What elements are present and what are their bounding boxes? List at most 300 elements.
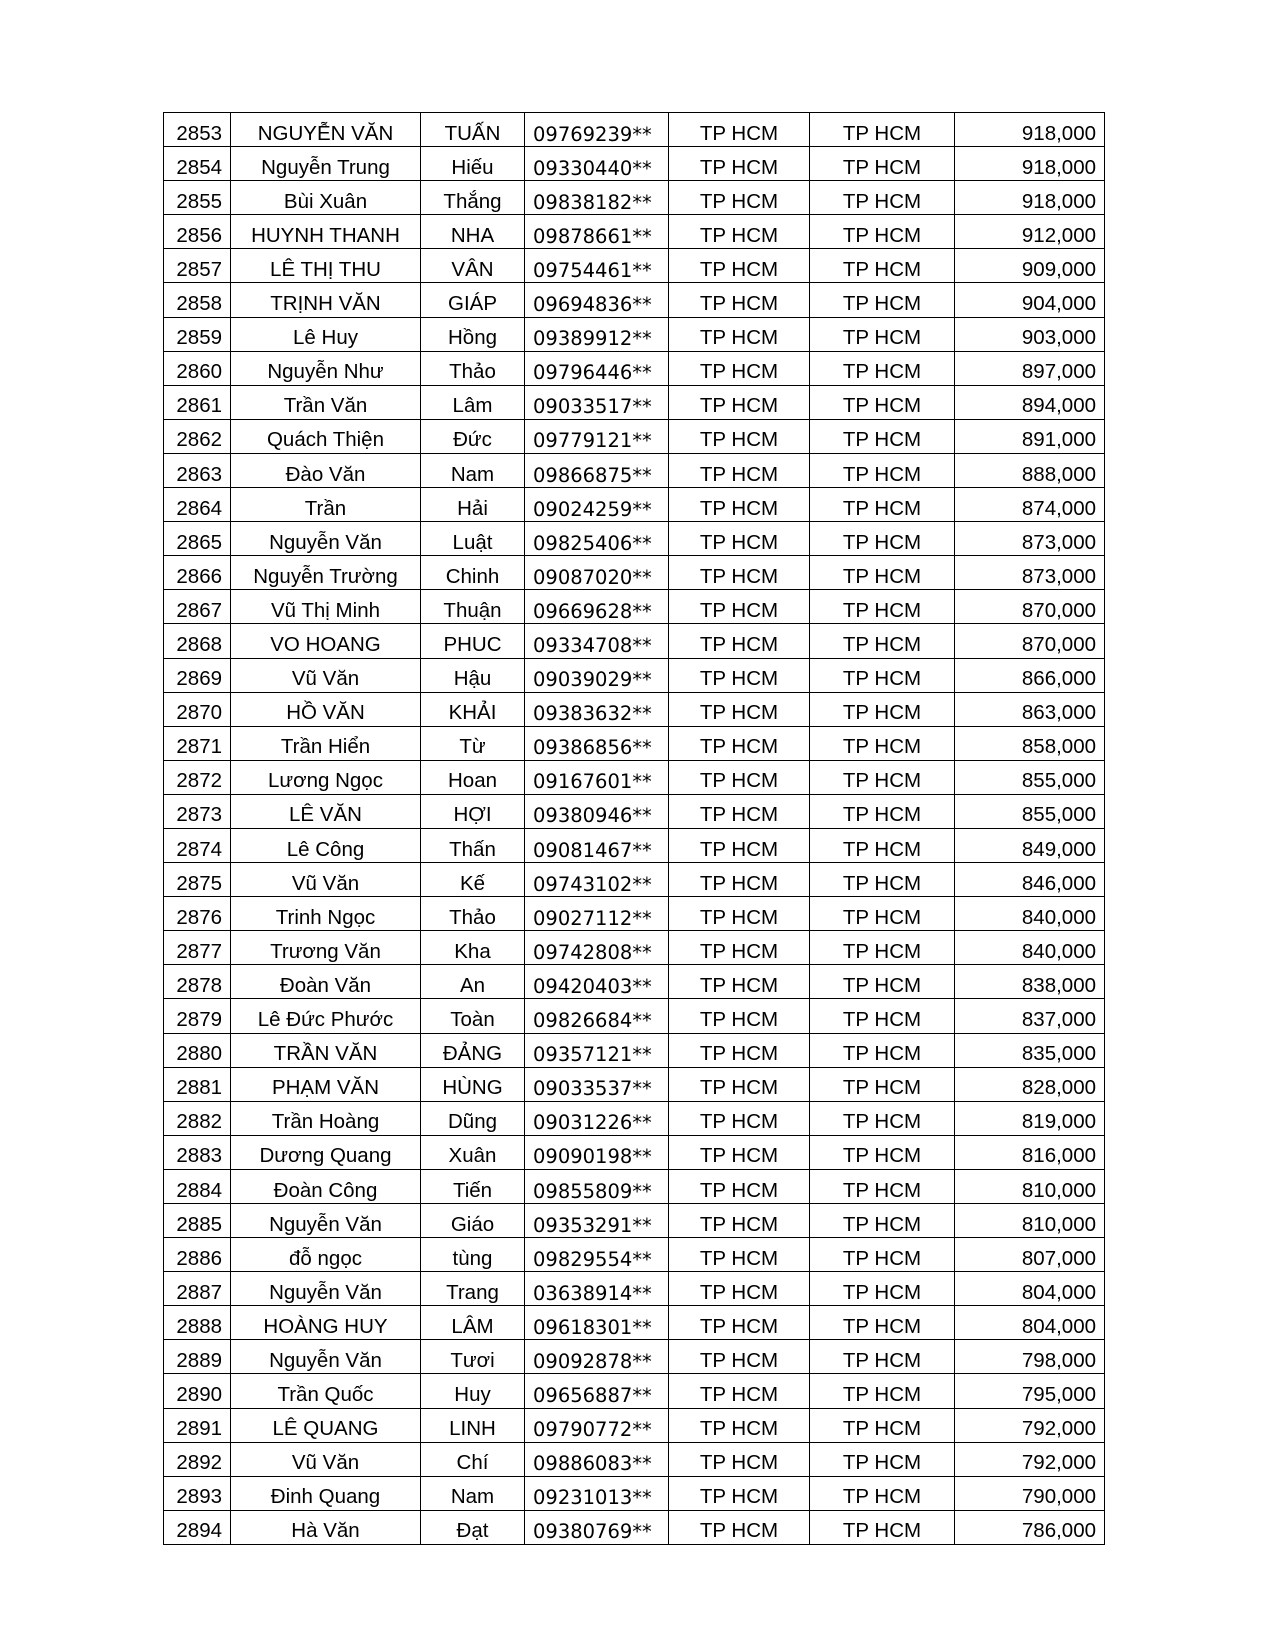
row-number: 2888 [164, 1306, 231, 1340]
surname-cell: Nguyễn Văn [231, 1204, 421, 1238]
surname-cell: Trần Hoàng [231, 1101, 421, 1135]
surname-cell: Dương Quang [231, 1135, 421, 1169]
surname-cell: Vũ Thị Minh [231, 590, 421, 624]
row-number: 2880 [164, 1033, 231, 1067]
row-number: 2877 [164, 931, 231, 965]
phone-cell: 09167601** [525, 760, 669, 794]
phone-cell: 09826684** [525, 999, 669, 1033]
province-cell: TP HCM [810, 590, 955, 624]
phone-cell: 09334708** [525, 624, 669, 658]
phone-cell: 09838182** [525, 181, 669, 215]
city-cell: TP HCM [669, 863, 810, 897]
city-cell: TP HCM [669, 317, 810, 351]
city-cell: TP HCM [669, 1204, 810, 1238]
province-cell: TP HCM [810, 794, 955, 828]
province-cell: TP HCM [810, 1374, 955, 1408]
row-number: 2878 [164, 965, 231, 999]
given-name-cell: Lâm [421, 385, 525, 419]
surname-cell: Vũ Văn [231, 863, 421, 897]
city-cell: TP HCM [669, 1306, 810, 1340]
row-number: 2862 [164, 419, 231, 453]
table-row [164, 828, 1105, 862]
surname-cell: Vũ Văn [231, 1442, 421, 1476]
amount-cell: 918,000 [955, 113, 1105, 147]
given-name-cell: An [421, 965, 525, 999]
city-cell: TP HCM [669, 1169, 810, 1203]
amount-cell: 819,000 [955, 1101, 1105, 1135]
given-name-cell: Thấn [421, 828, 525, 862]
city-cell: TP HCM [669, 965, 810, 999]
city-cell: TP HCM [669, 1374, 810, 1408]
row-number: 2887 [164, 1272, 231, 1306]
given-name-cell: Trang [421, 1272, 525, 1306]
province-cell: TP HCM [810, 556, 955, 590]
province-cell: TP HCM [810, 1476, 955, 1510]
province-cell: TP HCM [810, 147, 955, 181]
amount-cell: 866,000 [955, 658, 1105, 692]
phone-cell: 09742808** [525, 931, 669, 965]
surname-cell: Nguyễn Văn [231, 522, 421, 556]
surname-cell: Quách Thiện [231, 419, 421, 453]
phone-cell: 09866875** [525, 453, 669, 487]
given-name-cell: Tiến [421, 1169, 525, 1203]
given-name-cell: HÙNG [421, 1067, 525, 1101]
row-number: 2881 [164, 1067, 231, 1101]
table-row [164, 419, 1105, 453]
surname-cell: Trần Hiển [231, 726, 421, 760]
province-cell: TP HCM [810, 249, 955, 283]
given-name-cell: Nam [421, 1476, 525, 1510]
province-cell: TP HCM [810, 726, 955, 760]
phone-cell: 09389912** [525, 317, 669, 351]
amount-cell: 855,000 [955, 760, 1105, 794]
city-cell: TP HCM [669, 1340, 810, 1374]
province-cell: TP HCM [810, 419, 955, 453]
table-row [164, 1101, 1105, 1135]
given-name-cell: LÂM [421, 1306, 525, 1340]
phone-cell: 09033517** [525, 385, 669, 419]
table-row [164, 1067, 1105, 1101]
phone-cell: 09796446** [525, 351, 669, 385]
city-cell: TP HCM [669, 1408, 810, 1442]
city-cell: TP HCM [669, 624, 810, 658]
row-number: 2890 [164, 1374, 231, 1408]
city-cell: TP HCM [669, 931, 810, 965]
row-number: 2874 [164, 828, 231, 862]
given-name-cell: GIÁP [421, 283, 525, 317]
row-number: 2894 [164, 1510, 231, 1544]
phone-cell: 09353291** [525, 1204, 669, 1238]
table-row [164, 1204, 1105, 1238]
city-cell: TP HCM [669, 385, 810, 419]
province-cell: TP HCM [810, 453, 955, 487]
given-name-cell: Huy [421, 1374, 525, 1408]
row-number: 2892 [164, 1442, 231, 1476]
given-name-cell: Hiếu [421, 147, 525, 181]
given-name-cell: Nam [421, 453, 525, 487]
amount-cell: 795,000 [955, 1374, 1105, 1408]
city-cell: TP HCM [669, 453, 810, 487]
amount-cell: 837,000 [955, 999, 1105, 1033]
table-row [164, 760, 1105, 794]
phone-cell: 09855809** [525, 1169, 669, 1203]
surname-cell: Lê Huy [231, 317, 421, 351]
given-name-cell: Dũng [421, 1101, 525, 1135]
province-cell: TP HCM [810, 1238, 955, 1272]
city-cell: TP HCM [669, 522, 810, 556]
amount-cell: 786,000 [955, 1510, 1105, 1544]
row-number: 2867 [164, 590, 231, 624]
table-row [164, 1510, 1105, 1544]
province-cell: TP HCM [810, 1510, 955, 1544]
given-name-cell: VÂN [421, 249, 525, 283]
table-row [164, 249, 1105, 283]
given-name-cell: Kha [421, 931, 525, 965]
row-number: 2859 [164, 317, 231, 351]
city-cell: TP HCM [669, 1272, 810, 1306]
surname-cell: Đoàn Công [231, 1169, 421, 1203]
city-cell: TP HCM [669, 1135, 810, 1169]
surname-cell: Đinh Quang [231, 1476, 421, 1510]
amount-cell: 840,000 [955, 897, 1105, 931]
city-cell: TP HCM [669, 181, 810, 215]
province-cell: TP HCM [810, 1306, 955, 1340]
amount-cell: 804,000 [955, 1272, 1105, 1306]
table-row [164, 931, 1105, 965]
given-name-cell: NHA [421, 215, 525, 249]
row-number: 2868 [164, 624, 231, 658]
amount-cell: 858,000 [955, 726, 1105, 760]
table-row [164, 590, 1105, 624]
phone-cell: 09033537** [525, 1067, 669, 1101]
amount-cell: 807,000 [955, 1238, 1105, 1272]
table-row [164, 385, 1105, 419]
table-row [164, 897, 1105, 931]
phone-cell: 09656887** [525, 1374, 669, 1408]
given-name-cell: Thuận [421, 590, 525, 624]
table-row [164, 1340, 1105, 1374]
table-row [164, 351, 1105, 385]
phone-cell: 09031226** [525, 1101, 669, 1135]
amount-cell: 798,000 [955, 1340, 1105, 1374]
surname-cell: Đào Văn [231, 453, 421, 487]
table-row [164, 1306, 1105, 1340]
province-cell: TP HCM [810, 863, 955, 897]
amount-cell: 835,000 [955, 1033, 1105, 1067]
phone-cell: 09087020** [525, 556, 669, 590]
phone-cell: 03638914** [525, 1272, 669, 1306]
city-cell: TP HCM [669, 760, 810, 794]
given-name-cell: HỢI [421, 794, 525, 828]
row-number: 2879 [164, 999, 231, 1033]
province-cell: TP HCM [810, 113, 955, 147]
row-number: 2855 [164, 181, 231, 215]
city-cell: TP HCM [669, 1033, 810, 1067]
table-row [164, 1238, 1105, 1272]
province-cell: TP HCM [810, 1169, 955, 1203]
province-cell: TP HCM [810, 1135, 955, 1169]
row-number: 2865 [164, 522, 231, 556]
province-cell: TP HCM [810, 1340, 955, 1374]
surname-cell: Nguyễn Văn [231, 1340, 421, 1374]
province-cell: TP HCM [810, 522, 955, 556]
table-row [164, 1442, 1105, 1476]
amount-cell: 863,000 [955, 692, 1105, 726]
row-number: 2882 [164, 1101, 231, 1135]
row-number: 2875 [164, 863, 231, 897]
amount-cell: 918,000 [955, 147, 1105, 181]
row-number: 2854 [164, 147, 231, 181]
city-cell: TP HCM [669, 999, 810, 1033]
amount-cell: 870,000 [955, 590, 1105, 624]
table-row [164, 113, 1105, 147]
given-name-cell: Chinh [421, 556, 525, 590]
given-name-cell: Chí [421, 1442, 525, 1476]
given-name-cell: KHẢI [421, 692, 525, 726]
given-name-cell: Hải [421, 488, 525, 522]
phone-cell: 09825406** [525, 522, 669, 556]
province-cell: TP HCM [810, 488, 955, 522]
amount-cell: 792,000 [955, 1408, 1105, 1442]
row-number: 2861 [164, 385, 231, 419]
surname-cell: Nguyễn Như [231, 351, 421, 385]
city-cell: TP HCM [669, 113, 810, 147]
city-cell: TP HCM [669, 1101, 810, 1135]
row-number: 2860 [164, 351, 231, 385]
phone-cell: 09039029** [525, 658, 669, 692]
table-row [164, 1408, 1105, 1442]
row-number: 2858 [164, 283, 231, 317]
surname-cell: NGUYỄN VĂN [231, 113, 421, 147]
province-cell: TP HCM [810, 931, 955, 965]
given-name-cell: TUẤN [421, 113, 525, 147]
surname-cell: Lê Công [231, 828, 421, 862]
given-name-cell: tùng [421, 1238, 525, 1272]
row-number: 2876 [164, 897, 231, 931]
table-row [164, 147, 1105, 181]
surname-cell: Bùi Xuân [231, 181, 421, 215]
row-number: 2863 [164, 453, 231, 487]
phone-cell: 09754461** [525, 249, 669, 283]
given-name-cell: Giáo [421, 1204, 525, 1238]
city-cell: TP HCM [669, 147, 810, 181]
table-row [164, 488, 1105, 522]
city-cell: TP HCM [669, 692, 810, 726]
city-cell: TP HCM [669, 351, 810, 385]
amount-cell: 909,000 [955, 249, 1105, 283]
row-number: 2886 [164, 1238, 231, 1272]
province-cell: TP HCM [810, 181, 955, 215]
province-cell: TP HCM [810, 1272, 955, 1306]
table-row [164, 1135, 1105, 1169]
amount-cell: 840,000 [955, 931, 1105, 965]
surname-cell: Trần [231, 488, 421, 522]
amount-cell: 828,000 [955, 1067, 1105, 1101]
row-number: 2873 [164, 794, 231, 828]
row-number: 2853 [164, 113, 231, 147]
given-name-cell: Đạt [421, 1510, 525, 1544]
row-number: 2884 [164, 1169, 231, 1203]
phone-cell: 09743102** [525, 863, 669, 897]
province-cell: TP HCM [810, 283, 955, 317]
row-number: 2856 [164, 215, 231, 249]
province-cell: TP HCM [810, 1442, 955, 1476]
phone-cell: 09081467** [525, 828, 669, 862]
phone-cell: 09027112** [525, 897, 669, 931]
table-row [164, 1272, 1105, 1306]
city-cell: TP HCM [669, 1238, 810, 1272]
phone-cell: 09090198** [525, 1135, 669, 1169]
row-number: 2885 [164, 1204, 231, 1238]
phone-cell: 09669628** [525, 590, 669, 624]
phone-cell: 09769239** [525, 113, 669, 147]
surname-cell: đỗ ngọc [231, 1238, 421, 1272]
table-row [164, 624, 1105, 658]
table-row [164, 317, 1105, 351]
row-number: 2891 [164, 1408, 231, 1442]
surname-cell: Hà Văn [231, 1510, 421, 1544]
amount-cell: 873,000 [955, 556, 1105, 590]
table-row [164, 453, 1105, 487]
table-row [164, 794, 1105, 828]
amount-cell: 903,000 [955, 317, 1105, 351]
phone-cell: 09618301** [525, 1306, 669, 1340]
table-row [164, 1374, 1105, 1408]
given-name-cell: ĐẢNG [421, 1033, 525, 1067]
city-cell: TP HCM [669, 828, 810, 862]
city-cell: TP HCM [669, 249, 810, 283]
amount-cell: 792,000 [955, 1442, 1105, 1476]
surname-cell: VO HOANG [231, 624, 421, 658]
province-cell: TP HCM [810, 1204, 955, 1238]
phone-cell: 09024259** [525, 488, 669, 522]
amount-cell: 816,000 [955, 1135, 1105, 1169]
province-cell: TP HCM [810, 1408, 955, 1442]
table-row [164, 965, 1105, 999]
given-name-cell: Kế [421, 863, 525, 897]
amount-cell: 804,000 [955, 1306, 1105, 1340]
surname-cell: TRỊNH VĂN [231, 283, 421, 317]
province-cell: TP HCM [810, 897, 955, 931]
row-number: 2864 [164, 488, 231, 522]
table-row [164, 692, 1105, 726]
city-cell: TP HCM [669, 590, 810, 624]
province-cell: TP HCM [810, 965, 955, 999]
city-cell: TP HCM [669, 488, 810, 522]
surname-cell: LÊ VĂN [231, 794, 421, 828]
table-row [164, 658, 1105, 692]
surname-cell: Đoàn Văn [231, 965, 421, 999]
given-name-cell: PHUC [421, 624, 525, 658]
given-name-cell: Toàn [421, 999, 525, 1033]
surname-cell: Trinh Ngọc [231, 897, 421, 931]
table-row [164, 215, 1105, 249]
province-cell: TP HCM [810, 760, 955, 794]
given-name-cell: Tươi [421, 1340, 525, 1374]
amount-cell: 855,000 [955, 794, 1105, 828]
surname-cell: Trương Văn [231, 931, 421, 965]
prize-list-table [163, 112, 1105, 1545]
surname-cell: HOÀNG HUY [231, 1306, 421, 1340]
given-name-cell: Thắng [421, 181, 525, 215]
phone-cell: 09790772** [525, 1408, 669, 1442]
city-cell: TP HCM [669, 215, 810, 249]
amount-cell: 897,000 [955, 351, 1105, 385]
surname-cell: PHẠM VĂN [231, 1067, 421, 1101]
table-row [164, 1033, 1105, 1067]
phone-cell: 09231013** [525, 1476, 669, 1510]
surname-cell: HỒ VĂN [231, 692, 421, 726]
table-row [164, 181, 1105, 215]
table-row [164, 556, 1105, 590]
surname-cell: Nguyễn Trung [231, 147, 421, 181]
surname-cell: Trần Quốc [231, 1374, 421, 1408]
phone-cell: 09779121** [525, 419, 669, 453]
row-number: 2883 [164, 1135, 231, 1169]
phone-cell: 09383632** [525, 692, 669, 726]
province-cell: TP HCM [810, 1033, 955, 1067]
province-cell: TP HCM [810, 1101, 955, 1135]
row-number: 2870 [164, 692, 231, 726]
table-row [164, 999, 1105, 1033]
province-cell: TP HCM [810, 828, 955, 862]
surname-cell: Lương Ngọc [231, 760, 421, 794]
amount-cell: 912,000 [955, 215, 1105, 249]
phone-cell: 09420403** [525, 965, 669, 999]
surname-cell: Nguyễn Văn [231, 1272, 421, 1306]
table-row [164, 726, 1105, 760]
city-cell: TP HCM [669, 897, 810, 931]
city-cell: TP HCM [669, 1067, 810, 1101]
province-cell: TP HCM [810, 385, 955, 419]
phone-cell: 09380946** [525, 794, 669, 828]
surname-cell: TRẦN VĂN [231, 1033, 421, 1067]
given-name-cell: Từ [421, 726, 525, 760]
amount-cell: 891,000 [955, 419, 1105, 453]
row-number: 2889 [164, 1340, 231, 1374]
city-cell: TP HCM [669, 1510, 810, 1544]
table-row [164, 863, 1105, 897]
city-cell: TP HCM [669, 419, 810, 453]
province-cell: TP HCM [810, 999, 955, 1033]
province-cell: TP HCM [810, 215, 955, 249]
amount-cell: 790,000 [955, 1476, 1105, 1510]
given-name-cell: Xuân [421, 1135, 525, 1169]
phone-cell: 09380769** [525, 1510, 669, 1544]
row-number: 2869 [164, 658, 231, 692]
city-cell: TP HCM [669, 1442, 810, 1476]
amount-cell: 874,000 [955, 488, 1105, 522]
province-cell: TP HCM [810, 1067, 955, 1101]
province-cell: TP HCM [810, 624, 955, 658]
surname-cell: Trần Văn [231, 385, 421, 419]
table-body [164, 113, 1105, 1545]
amount-cell: 888,000 [955, 453, 1105, 487]
surname-cell: LÊ QUANG [231, 1408, 421, 1442]
province-cell: TP HCM [810, 317, 955, 351]
phone-cell: 09092878** [525, 1340, 669, 1374]
city-cell: TP HCM [669, 283, 810, 317]
amount-cell: 870,000 [955, 624, 1105, 658]
phone-cell: 09829554** [525, 1238, 669, 1272]
amount-cell: 894,000 [955, 385, 1105, 419]
city-cell: TP HCM [669, 1476, 810, 1510]
surname-cell: HUYNH THANH [231, 215, 421, 249]
province-cell: TP HCM [810, 351, 955, 385]
table-row [164, 1169, 1105, 1203]
surname-cell: Vũ Văn [231, 658, 421, 692]
city-cell: TP HCM [669, 794, 810, 828]
